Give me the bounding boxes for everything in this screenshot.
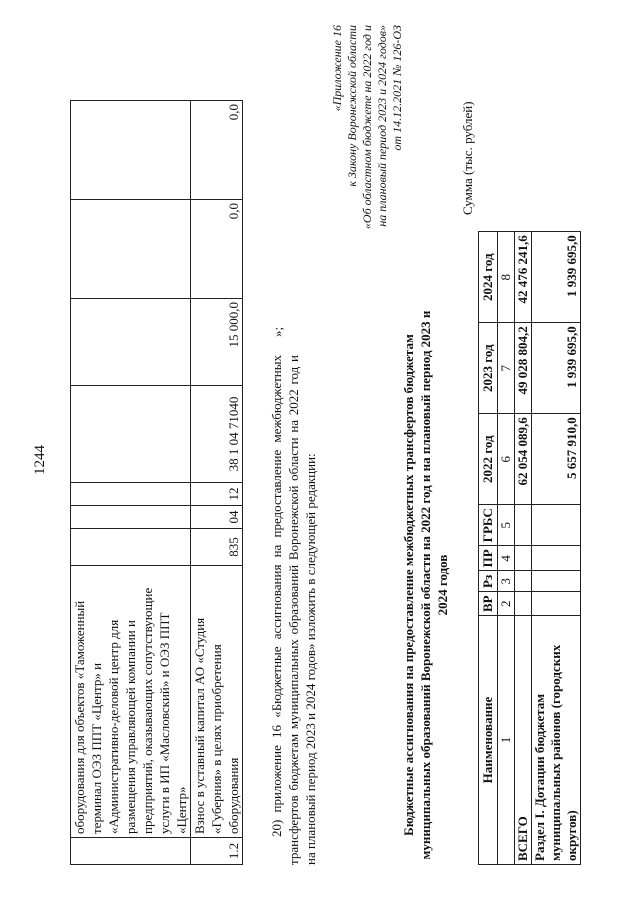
section-title: Бюджетные ассигнования на предоставление межбюджетных трансфертов бюджетам муниципальных образований Воронежской области на 2022 год и на плановый период 2023 и 2024 годов: [401, 310, 450, 860]
col-header-2023: 2023 год: [479, 323, 498, 414]
col-header-vr: ВР: [479, 592, 498, 616]
col-number: 1: [498, 616, 515, 865]
amount-2023-cell: 0,0: [191, 200, 243, 299]
pr-cell: [532, 546, 581, 571]
amount-2023-cell: 49 028 804,2: [515, 323, 532, 414]
amount-2024-cell: 42 476 241,6: [515, 232, 532, 323]
expenditure-table-fragment: [70, 100, 243, 865]
col-number: 8: [498, 232, 515, 323]
table-row: [71, 101, 191, 865]
table-row: [532, 232, 581, 865]
col-header-2022: 2022 год: [479, 414, 498, 505]
row-name-cell: Раздел I. Дотации бюджетам муниципальных районов (городских округов): [532, 616, 581, 865]
vr-cell: [532, 592, 581, 616]
col-header-rz: Рз: [479, 571, 498, 592]
csr-cell: 38 1 04 71040: [191, 386, 243, 483]
appendix-line: от 14.12.2021 № 126-ОЗ: [390, 25, 404, 151]
grbs-cell: 835: [191, 529, 243, 566]
amount-2022-cell: 15 000,0: [191, 299, 243, 386]
col-header-pr: ПР: [479, 546, 498, 571]
col-header-grbs: ГРБС: [479, 505, 498, 546]
row-number-cell: [71, 838, 191, 865]
table-row: [515, 232, 532, 865]
table-row: [191, 101, 243, 865]
pr-cell: [515, 546, 532, 571]
row-number-cell: 1.2: [191, 838, 243, 865]
col-number: 6: [498, 414, 515, 505]
table-header-row: [479, 232, 498, 865]
page-number: 1244: [32, 445, 48, 475]
appendix-line: «Об областном бюджете на 2022 год и: [360, 25, 374, 230]
appendix-line: на плановый период 2023 и 2024 годов»: [375, 25, 389, 227]
csr-cell: [71, 386, 191, 483]
amount-2024-cell: 0,0: [191, 101, 243, 200]
transfers-table: [478, 231, 581, 865]
col-header-name: Наименование: [479, 616, 498, 865]
row-name-cell: Взнос в уставный капитал АО «Студия «Губерния» в целях приобретения оборудования: [191, 566, 243, 838]
units-label: Сумма (тыс. рублей): [460, 101, 475, 215]
pr-cell: 12: [191, 483, 243, 506]
col-number: 3: [498, 571, 515, 592]
amount-2024-cell: 1 939 695,0: [532, 232, 581, 323]
table-number-row: [498, 232, 515, 865]
rz-cell: [515, 571, 532, 592]
row-name-cell: ВСЕГО: [515, 616, 532, 865]
col-number: 4: [498, 546, 515, 571]
appendix-line: «Приложение 16: [330, 25, 344, 112]
appendix-line: к Закону Воронежской области: [345, 25, 359, 187]
grbs-cell: [515, 505, 532, 546]
grbs-cell: [532, 505, 581, 546]
amount-2022-cell: 62 054 089,6: [515, 414, 532, 505]
amount-2023-cell: [71, 200, 191, 299]
amount-2022-cell: 5 657 910,0: [532, 414, 581, 505]
amendment-paragraph: 20) приложение 16 «Бюджетные ассигнования на предоставление межбюджетных трансфертов бюджетам муниципальных образований Воронежской области на 2022 год и на плановый период 2023 и 2024 годов» изложить в следующей редакции:: [269, 355, 318, 865]
appendix-reference: [330, 25, 405, 405]
rz-cell: [71, 506, 191, 529]
grbs-cell: [71, 529, 191, 566]
col-number: 5: [498, 505, 515, 546]
col-number: 2: [498, 592, 515, 616]
vr-cell: [515, 592, 532, 616]
row-name-cell: оборудования для объектов «Таможенный терминал ОЭЗ ППТ «Центр» и «Административно-деловой центр для размещения управляющей компании и предприятий, оказывающих сопутствующие услуги в ИП «Масловский» и ОЭЗ ППТ «Центр»: [71, 566, 191, 838]
amount-2022-cell: [71, 299, 191, 386]
col-number: 7: [498, 323, 515, 414]
amount-2023-cell: 1 939 695,0: [532, 323, 581, 414]
closing-quote: »;: [270, 326, 285, 337]
rz-cell: [532, 571, 581, 592]
rz-cell: 04: [191, 506, 243, 529]
amount-2024-cell: [71, 101, 191, 200]
pr-cell: [71, 483, 191, 506]
col-header-2024: 2024 год: [479, 232, 498, 323]
